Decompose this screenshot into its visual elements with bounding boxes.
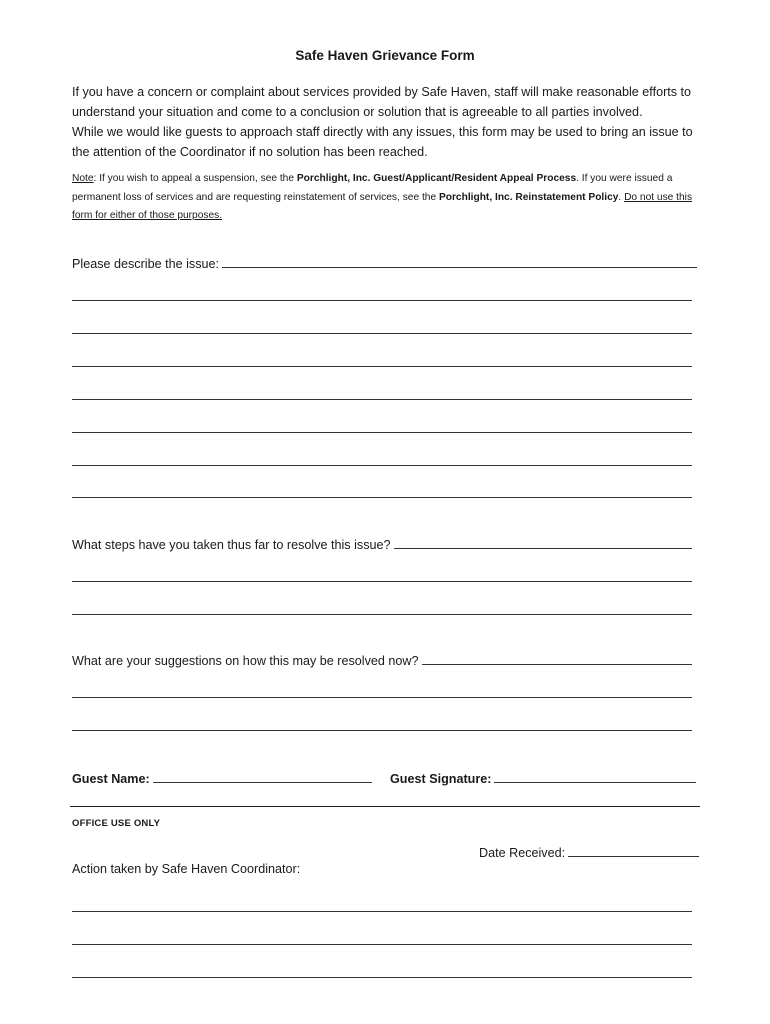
steps-taken-field[interactable] [72, 534, 692, 552]
note-text-1: : If you wish to appeal a suspension, see the [93, 173, 297, 184]
describe-issue-line[interactable] [72, 432, 692, 433]
suggestions-line[interactable] [72, 730, 692, 731]
suggestions-line[interactable] [72, 697, 692, 698]
guest-signature-label: Guest Signature: [390, 772, 492, 786]
steps-taken-label: What steps have you taken thus far to resolve this issue? [72, 538, 391, 552]
describe-issue-field[interactable] [72, 253, 697, 271]
note-label: Note [72, 173, 94, 184]
suggestions-field[interactable] [72, 650, 692, 668]
describe-issue-line[interactable] [72, 465, 692, 466]
guest-name-blank[interactable] [153, 782, 372, 783]
note-text-2: . If you were issued a permanent loss of services and are requesting reinstatement of services, see the [72, 173, 673, 203]
describe-issue-line[interactable] [72, 399, 692, 400]
describe-issue-line[interactable] [72, 333, 692, 334]
date-received-field[interactable] [479, 842, 699, 860]
action-taken-line[interactable] [72, 977, 692, 978]
suggestions-label: What are your suggestions on how this may be resolved now? [72, 654, 419, 668]
guest-signature-blank[interactable] [494, 782, 696, 783]
note-text-3: . [618, 191, 625, 203]
action-taken-line[interactable] [72, 944, 692, 945]
intro-paragraph-2: While we would like guests to approach staff directly with any issues, this form may be used to bring an issue to the attention of the Coordinator if no solution has been reached. [72, 125, 693, 159]
guest-name-field[interactable] [72, 768, 372, 786]
action-taken-line[interactable] [72, 911, 692, 912]
reinstatement-policy-reference: Porchlight, Inc. Reinstatement Policy [438, 191, 619, 203]
describe-issue-line[interactable] [72, 366, 692, 367]
guest-signature-field[interactable] [390, 768, 696, 786]
suggestions-blank[interactable] [422, 664, 692, 665]
note-block [72, 170, 712, 226]
describe-issue-label: Please describe the issue: [72, 257, 220, 271]
guest-name-label: Guest Name: [72, 772, 150, 786]
steps-taken-line[interactable] [72, 614, 692, 615]
office-use-heading: OFFICE USE ONLY [72, 818, 161, 829]
action-taken-label: Action taken by Safe Haven Coordinator: [72, 862, 301, 876]
steps-taken-blank[interactable] [394, 548, 692, 549]
appeal-process-reference: Porchlight, Inc. Guest/Applicant/Resident Appeal Process [296, 173, 577, 184]
describe-issue-line[interactable] [72, 300, 692, 301]
steps-taken-line[interactable] [72, 581, 692, 582]
describe-issue-line[interactable] [72, 497, 692, 498]
form-title: Safe Haven Grievance Form [295, 48, 475, 63]
note-warning: Do not use this form for either of those purposes. [72, 191, 693, 221]
office-divider [70, 806, 700, 807]
intro-text [72, 82, 712, 162]
intro-paragraph-1: If you have a concern or complaint about services provided by Safe Haven, staff will make reasonable efforts to understand your situation and come to a conclusion or solution that is agreeable to all parties involved. [72, 85, 692, 119]
date-received-label: Date Received: [479, 846, 566, 860]
date-received-blank[interactable] [568, 856, 699, 857]
describe-issue-blank[interactable] [222, 267, 697, 268]
